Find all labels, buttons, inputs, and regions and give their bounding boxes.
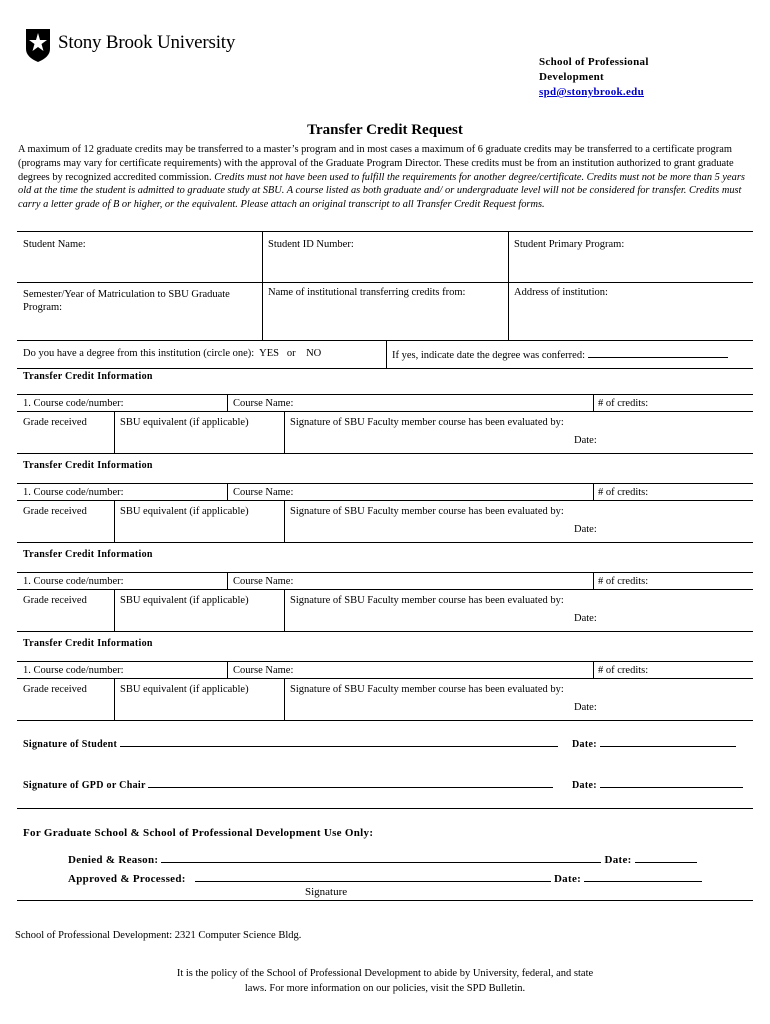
student-program-field[interactable]: Student Primary Program:	[514, 239, 625, 250]
footer-address: School of Professional Development: 2321 Computer Science Bldg.	[15, 930, 302, 941]
faculty-signature-date-field[interactable]: Date:	[574, 702, 597, 713]
credit-block-column-divider	[284, 589, 285, 631]
department-email-link[interactable]: spd@stonybrook.edu	[539, 86, 644, 98]
table-column-divider	[386, 340, 387, 368]
intro-text: A maximum of 12 graduate credits may be transferred to a master’s program and in most cases a maximum of 6 graduate credits may be transferred to a certificate program (programs may vary for certificate requirements) with the approval of the Graduate Program Director. These credits must be from an institution authorized to grant graduate degrees by recognized accredited commission.	[18, 144, 734, 183]
credit-block-divider	[17, 411, 753, 412]
faculty-signature-field[interactable]: Signature of SBU Faculty member course has been evaluated by:	[290, 417, 564, 428]
denied-date-line	[635, 853, 697, 863]
table-column-divider	[262, 231, 263, 340]
faculty-signature-date-field[interactable]: Date:	[574, 613, 597, 624]
credit-block-column-divider	[593, 394, 594, 411]
matriculation-label-line1: Semester/Year of Matriculation to SBU Graduate	[23, 289, 230, 300]
degree-date-field[interactable]	[392, 348, 728, 361]
credit-block-divider	[17, 542, 753, 543]
credit-block-column-divider	[227, 394, 228, 411]
student-signature-date-label: Date:	[572, 739, 597, 750]
department-name-line1: School of Professional	[539, 56, 649, 68]
credit-block-divider	[17, 720, 753, 721]
approved-processed-label: Approved & Processed:	[68, 873, 186, 885]
faculty-signature-date-field[interactable]: Date:	[574, 524, 597, 535]
credits-field[interactable]: # of credits:	[598, 665, 649, 676]
grade-received-field[interactable]: Grade received	[23, 684, 87, 695]
credit-block-heading: Transfer Credit Information	[23, 460, 153, 471]
footer-policy-line2: laws. For more information on our policies, visit the SPD Bulletin.	[244, 983, 526, 994]
credit-block-column-divider	[284, 411, 285, 453]
degree-date-line	[588, 348, 728, 358]
table-column-divider	[508, 231, 509, 340]
gpd-signature-date-label: Date:	[572, 780, 597, 791]
department-block	[539, 55, 649, 100]
sbu-equivalent-field[interactable]: SBU equivalent (if applicable)	[120, 684, 249, 695]
footer-policy	[0, 966, 770, 996]
course-name-field[interactable]: Course Name:	[233, 487, 294, 498]
grade-received-field[interactable]: Grade received	[23, 506, 87, 517]
course-name-field[interactable]: Course Name:	[233, 398, 294, 409]
footer-policy-line1: It is the policy of the School of Professional Development to abide by University, federal, and state	[176, 968, 594, 979]
table-divider	[17, 368, 753, 369]
gpd-signature-label: Signature of GPD or Chair	[23, 780, 146, 791]
credit-block-heading: Transfer Credit Information	[23, 371, 153, 382]
page-title: Transfer Credit Request	[307, 122, 463, 138]
degree-question	[23, 348, 321, 359]
sbu-equivalent-field[interactable]: SBU equivalent (if applicable)	[120, 417, 249, 428]
department-name-line2: Development	[539, 71, 605, 83]
credits-field[interactable]: # of credits:	[598, 398, 649, 409]
section-divider	[17, 808, 753, 809]
gpd-signature-field[interactable]	[23, 778, 553, 791]
course-name-field[interactable]: Course Name:	[233, 665, 294, 676]
sbu-equivalent-field[interactable]: SBU equivalent (if applicable)	[120, 595, 249, 606]
degree-question-text: Do you have a degree from this institution (circle one):	[23, 348, 255, 359]
credits-field[interactable]: # of credits:	[598, 487, 649, 498]
grade-received-field[interactable]: Grade received	[23, 595, 87, 606]
credit-block-divider	[17, 500, 753, 501]
credit-block-heading: Transfer Credit Information	[23, 638, 153, 649]
matriculation-field[interactable]	[23, 288, 230, 314]
degree-date-label: If yes, indicate date the degree was conferred:	[392, 350, 585, 361]
approved-processed-line	[195, 872, 551, 882]
credit-block-divider	[17, 589, 753, 590]
credit-block-column-divider	[227, 572, 228, 589]
credit-block-column-divider	[227, 483, 228, 500]
credit-block-heading: Transfer Credit Information	[23, 549, 153, 560]
credit-block-column-divider	[593, 572, 594, 589]
student-signature-date-line	[600, 737, 736, 747]
credit-block-divider	[17, 453, 753, 454]
course-code-field[interactable]: 1. Course code/number:	[23, 665, 124, 676]
credit-block-divider	[17, 572, 753, 573]
credit-block-divider	[17, 631, 753, 632]
course-name-field[interactable]: Course Name:	[233, 576, 294, 587]
office-use-heading: For Graduate School & School of Professional Development Use Only:	[23, 827, 374, 839]
university-logo-icon	[24, 27, 52, 63]
denied-date-label: Date:	[604, 854, 632, 866]
table-divider	[17, 340, 753, 341]
logo-text: Stony Brook University	[58, 32, 236, 53]
intro-paragraph	[18, 143, 753, 212]
table-border-top	[17, 231, 753, 232]
credit-block-divider	[17, 394, 753, 395]
credit-block-column-divider	[284, 500, 285, 542]
faculty-signature-date-field[interactable]: Date:	[574, 435, 597, 446]
gpd-signature-date-field[interactable]	[572, 778, 743, 791]
credit-block-column-divider	[593, 483, 594, 500]
matriculation-label-line2: Program:	[23, 302, 63, 313]
course-code-field[interactable]: 1. Course code/number:	[23, 576, 124, 587]
approved-processed-field[interactable]	[68, 872, 702, 885]
credit-block-column-divider	[227, 661, 228, 678]
degree-or-text: or	[286, 348, 296, 359]
student-signature-label: Signature of Student	[23, 739, 118, 750]
student-name-field[interactable]: Student Name:	[23, 239, 86, 250]
approved-date-label: Date:	[553, 873, 582, 885]
table-divider	[17, 282, 753, 283]
institution-address-field[interactable]: Address of institution:	[514, 287, 608, 298]
credit-block-column-divider	[114, 411, 115, 453]
student-signature-line	[120, 737, 558, 747]
section-divider	[17, 900, 753, 901]
approved-date-line	[584, 872, 702, 882]
credit-block-column-divider	[593, 661, 594, 678]
course-code-field[interactable]: 1. Course code/number:	[23, 487, 124, 498]
grade-received-field[interactable]: Grade received	[23, 417, 87, 428]
institution-name-field[interactable]: Name of institutional transferring credits from:	[268, 287, 466, 298]
denied-reason-field[interactable]	[68, 853, 697, 866]
faculty-signature-field[interactable]: Signature of SBU Faculty member course has been evaluated by:	[290, 506, 564, 517]
signature-caption: Signature	[305, 886, 348, 898]
faculty-signature-field[interactable]: Signature of SBU Faculty member course has been evaluated by:	[290, 595, 564, 606]
faculty-signature-field[interactable]: Signature of SBU Faculty member course has been evaluated by:	[290, 684, 564, 695]
credit-block-column-divider	[114, 589, 115, 631]
denied-reason-line	[161, 853, 601, 863]
credit-block-divider	[17, 483, 753, 484]
credit-block-column-divider	[114, 678, 115, 720]
course-code-field[interactable]: 1. Course code/number:	[23, 398, 124, 409]
credit-block-column-divider	[284, 678, 285, 720]
student-signature-field[interactable]	[23, 737, 558, 750]
degree-yes-option[interactable]: YES	[259, 348, 279, 359]
credits-field[interactable]: # of credits:	[598, 576, 649, 587]
sbu-equivalent-field[interactable]: SBU equivalent (if applicable)	[120, 506, 249, 517]
credit-block-divider	[17, 678, 753, 679]
intro-italic-text: Credits must not have been used to fulfill the requirements for another degree/certificate. Credits must not be more than 5 years old at the time the student is admitted to graduate study at SBU. A course listed as both graduate and/ or undergraduate level will not be considered for transfer. Credits must carry a letter grade of B or higher, or the equivalent. Please attach an original transcript to all Transfer Credit Request forms.	[18, 171, 745, 211]
student-id-field[interactable]: Student ID Number:	[268, 239, 354, 250]
gpd-signature-line	[148, 778, 553, 788]
denied-reason-label: Denied & Reason:	[68, 854, 159, 866]
degree-no-option[interactable]: NO	[306, 348, 322, 359]
student-signature-date-field[interactable]	[572, 737, 736, 750]
credit-block-column-divider	[114, 500, 115, 542]
credit-block-divider	[17, 661, 753, 662]
gpd-signature-date-line	[600, 778, 743, 788]
